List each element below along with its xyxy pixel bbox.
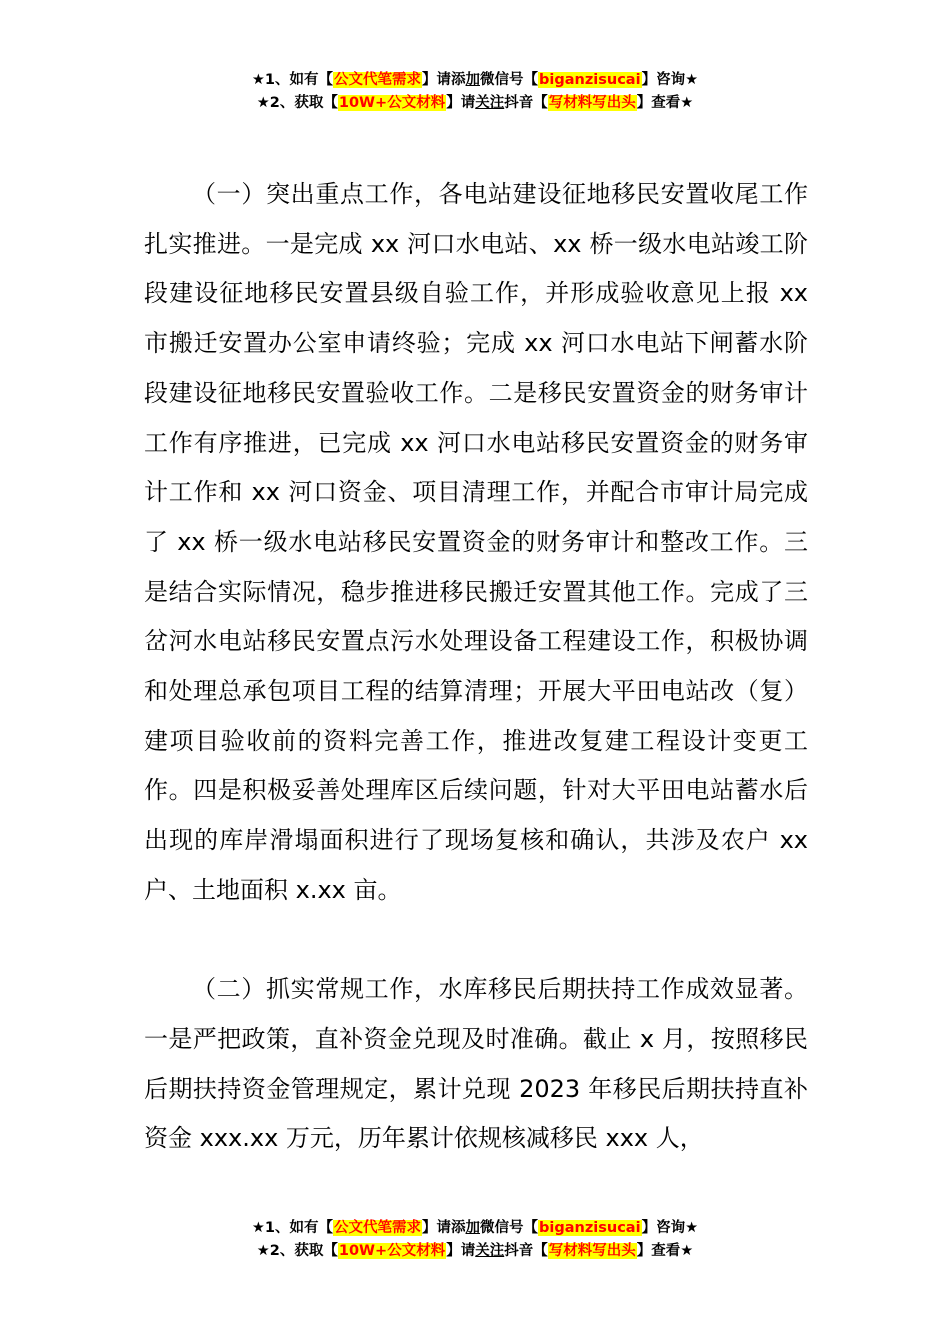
- banner-text: ★1、如有【: [251, 1220, 334, 1236]
- banner-text: ★1、如有【: [251, 72, 334, 88]
- banner-underline: 加: [465, 1220, 481, 1236]
- banner-line-2: [0, 92, 950, 115]
- banner-text: 微信号【: [480, 1220, 539, 1236]
- banner-text: 】咨询★: [641, 72, 699, 88]
- banner-wechat-id: biganzisucai: [539, 72, 641, 88]
- banner-highlight: 10W+公文材料: [338, 95, 446, 111]
- banner-highlight: 公文代笔需求: [334, 1220, 422, 1236]
- banner-text: 】查看★: [636, 1243, 694, 1259]
- banner-underline: 关注: [475, 1243, 505, 1259]
- banner-highlight: 公文代笔需求: [334, 72, 422, 88]
- banner-highlight: 写材料写出头: [548, 1243, 636, 1259]
- banner-text: 】请: [446, 1243, 476, 1259]
- paragraph-1: （一）突出重点工作，各电站建设征地移民安置收尾工作扎实推进。一是完成 xx 河口水电站、xx 桥一级水电站竣工阶段建设征地移民安置县级自验工作，并形成验收意见上报 xx 市搬迁安置办公室申请终验；完成 xx 河口水电站下闸蓄水阶段建设征地移民安置验收工作。二是移民安置资金的财务审计工作有序推进，已完成 xx 河口水电站移民安置资金的财务审计工作和 xx 河口资金、项目清理工作，并配合市审计局完成了 xx 桥一级水电站移民安置资金的财务审计和整改工作。三是结合实际情况，稳步推进移民搬迁安置其他工作。完成了三岔河水电站移民安置点污水处理设备工程建设工作，积极协调和处理总承包项目工程的结算清理；开展大平田电站改（复）建项目验收前的资料完善工作，推进改复建工程设计变更工作。四是积极妥善处理库区后续问题，针对大平田电站蓄水后出现的库岸滑塌面积进行了现场复核和确认，共涉及农户 xx 户、土地面积 x.xx 亩。: [144, 180, 808, 904]
- document-body: [144, 170, 808, 1164]
- banner-text: 微信号【: [480, 72, 539, 88]
- top-banner: [0, 69, 950, 115]
- banner-text: 抖音【: [504, 1243, 548, 1259]
- banner-highlight: 10W+公文材料: [338, 1243, 446, 1259]
- banner-text: 】请: [446, 95, 476, 111]
- paragraph-2: （二）抓实常规工作，水库移民后期扶持工作成效显著。一是严把政策，直补资金兑现及时准确。截止 x 月，按照移民后期扶持资金管理规定，累计兑现 2023 年移民后期扶持直补资金 xxx.xx 万元，历年累计依规核减移民 xxx 人，: [144, 975, 808, 1153]
- banner-text: 】查看★: [636, 95, 694, 111]
- banner-line-1: [0, 1217, 950, 1240]
- paragraph-spacer: [144, 916, 808, 966]
- bottom-banner: [0, 1217, 950, 1263]
- banner-text: 】请添: [422, 72, 466, 88]
- banner-text: 抖音【: [504, 95, 548, 111]
- banner-text: 】咨询★: [641, 1220, 699, 1236]
- banner-highlight: 写材料写出头: [548, 95, 636, 111]
- banner-line-1: [0, 69, 950, 92]
- banner-text: 】请添: [422, 1220, 466, 1236]
- banner-line-2: [0, 1240, 950, 1263]
- banner-wechat-id: biganzisucai: [539, 1220, 641, 1236]
- banner-underline: 加: [465, 72, 481, 88]
- banner-underline: 关注: [475, 95, 505, 111]
- banner-text: ★2、获取【: [256, 95, 338, 111]
- banner-text: ★2、获取【: [256, 1243, 338, 1259]
